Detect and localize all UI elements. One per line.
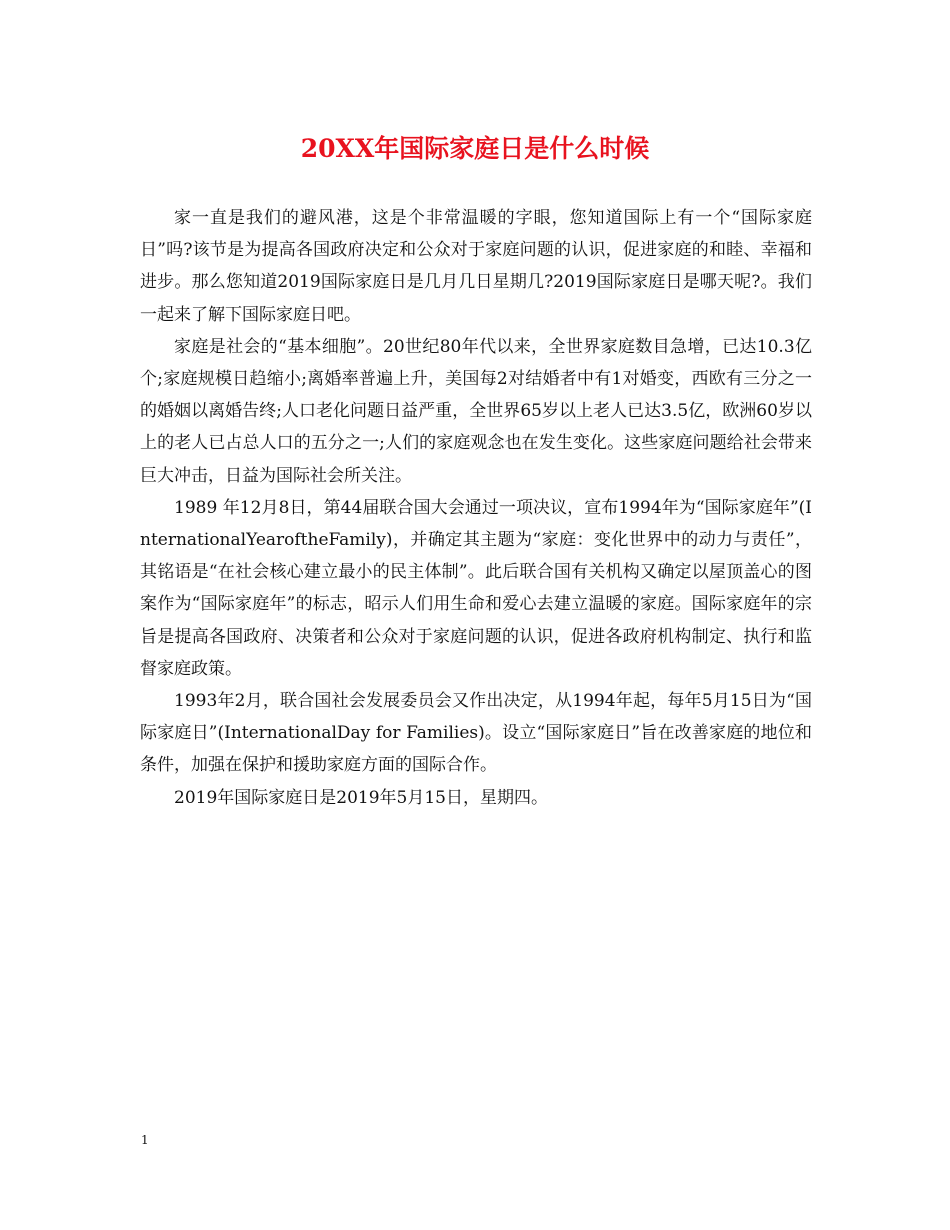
document-title: 20XX年国际家庭日是什么时候 [300,134,650,163]
paragraph-family-basics: 家庭是社会的“基本细胞”。20世纪80年代以来，全世界家庭数目急增，已达10.3亿个;家庭规模日趋缩小;离婚率普遍上升，美国每2对结婚者中有1对婚变，西欧有三分之一的婚姻以离婚告终;人口老化问题日益严重，全世界65岁以上老人已达3.5亿，欧洲60岁以上的老人已占总人口的五分之一;人们的家庭观念也在发生变化。这些家庭问题给社会带来巨大冲击，日益为国际社会所关注。 [140,336,812,486]
page-number: 1 [141,1133,149,1147]
paragraph-day-of-families: 1993年2月，联合国社会发展委员会又作出决定，从1994年起，每年5月15日为“国际家庭日”(InternationalDay for Families)。设立“国际家庭日”旨在改善家庭的地位和条件，加强在保护和援助家庭方面的国际合作。 [140,691,812,776]
paragraph-intro: 家一直是我们的避风港，这是个非常温暖的字眼，您知道国际上有一个“国际家庭日”吗?该节是为提高各国政府决定和公众对于家庭问题的认识，促进家庭的和睦、幸福和进步。那么您知道2019国际家庭日是几月几日星期几?2019国际家庭日是哪天呢?。我们一起来了解下国际家庭日吧。 [140,208,812,325]
paragraph-year-of-family: 1989 年12月8日，第44届联合国大会通过一项决议，宣布1994年为“国际家庭年”(InternationalYearoftheFamily)，并确定其主题为“家庭：变化世界中的动力与责任”，其铭语是“在社会核心建立最小的民主体制”。此后联合国有关机构又确定以屋顶盖心的图案作为“国际家庭年”的标志，昭示人们用生命和爱心去建立温暖的家庭。国际家庭年的宗旨是提高各国政府、决策者和公众对于家庭问题的认识，促进各政府机构制定、执行和监督家庭政策。 [140,497,812,679]
document-body [140,202,812,814]
paragraph-2019-date: 2019年国际家庭日是2019年5月15日，星期四。 [174,787,548,808]
